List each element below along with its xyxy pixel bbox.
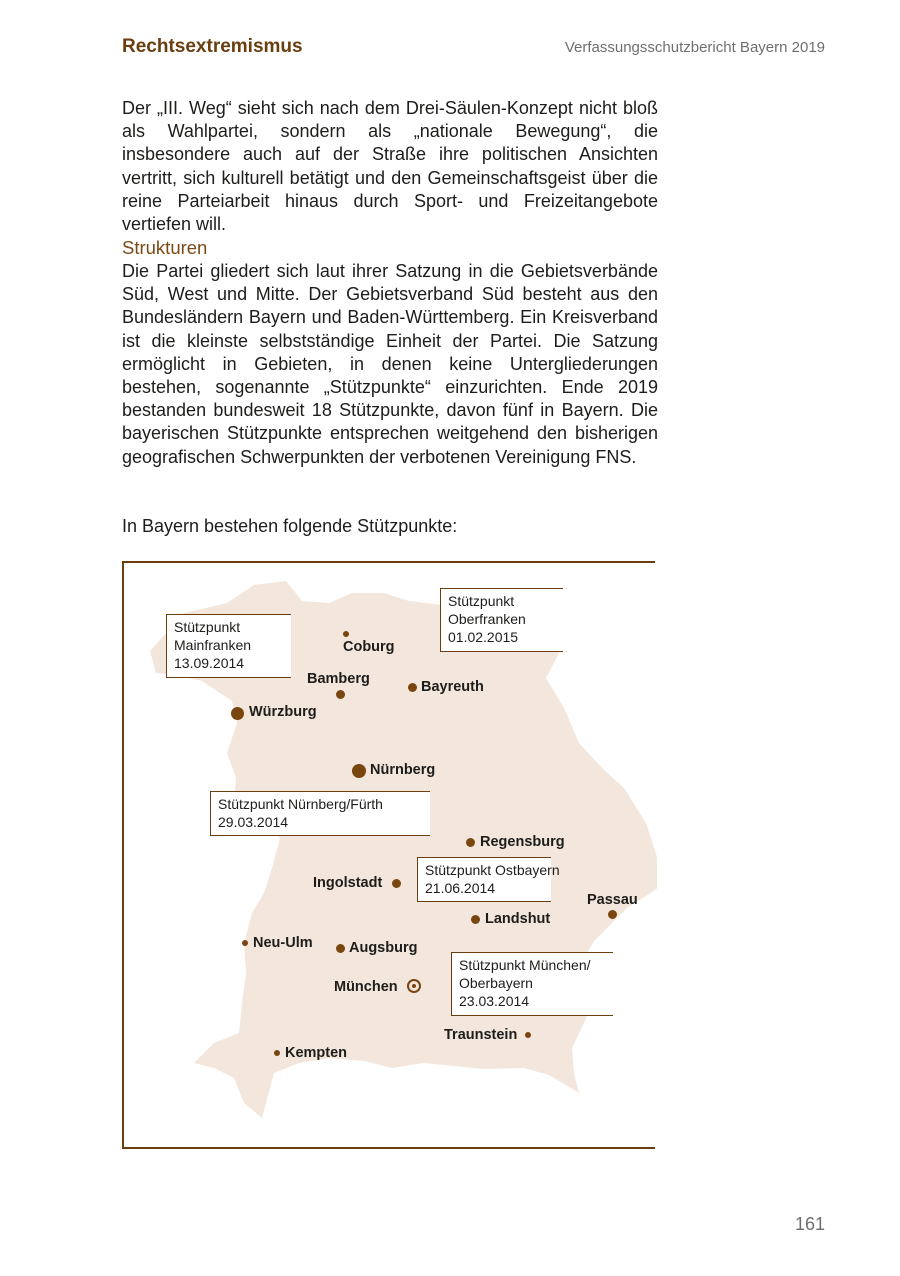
ingolstadt-marker: [392, 879, 401, 888]
city-label-coburg: Coburg: [343, 639, 395, 655]
bavaria-map: [122, 561, 655, 1149]
city-label-augsburg: Augsburg: [349, 940, 418, 956]
stuetzpunkt-nuernberg-callout: [210, 791, 430, 836]
city-label-neuulm: Neu-Ulm: [253, 935, 313, 951]
city-label-landshut: Landshut: [485, 911, 551, 927]
city-label-ingolstadt: Ingolstadt: [313, 875, 383, 891]
stuetzpunkt-oberfranken-date: 01.02.2015: [448, 629, 519, 645]
muenchen-capital-marker: [407, 979, 421, 993]
stuetzpunkt-oberfranken-callout: [440, 588, 563, 652]
bamberg-marker: [336, 690, 345, 699]
neuulm-marker: [242, 940, 248, 946]
city-label-passau: Passau: [587, 892, 638, 908]
city-label-traunstein: Traunstein: [444, 1027, 518, 1043]
stuetzpunkt-muenchen-line2: Oberbayern: [459, 975, 533, 991]
stuetzpunkt-mainfranken-line2: Mainfranken: [174, 637, 252, 653]
strukturen-paragraph: Die Partei gliedert sich laut ihrer Satzung in die Gebietsverbände Süd, West und Mitte. Der Gebietsverband Süd besteht aus den Bundesländern Bayern und Baden-Württemberg. Ein Kreisverband ist die kleinste selbstständige Einheit der Partei. Die Satzung ermöglicht in Gebieten, in denen keine Untergliederungen bestehen, sogenannte „Stützpunkte“ einzurichten. Ende 2019 bestanden bundesweit 18 Stützpunkte, davon fünf in Bayern. Die bayerischen Stützpunkte entsprechen weitgehend den bisherigen geografischen Schwerpunkten der verbotenen Vereinigung FNS.: [122, 261, 658, 467]
coburg-marker: [343, 631, 349, 637]
stuetzpunkt-ostbayern-line1: Stützpunkt Ostbayern: [425, 862, 560, 878]
traunstein-marker: [525, 1032, 531, 1038]
city-label-kempten: Kempten: [285, 1045, 348, 1061]
regensburg-marker: [466, 838, 475, 847]
nuernberg-marker: [352, 764, 366, 778]
passau-marker: [608, 910, 617, 919]
stuetzpunkt-ostbayern-date: 21.06.2014: [425, 880, 496, 896]
intro-paragraph: Der „III. Weg“ sieht sich nach dem Drei-Säulen-Konzept nicht bloß als Wahlpartei, sondern als „nationale Bewegung“, die insbesondere auch auf der Straße ihre politischen Ansichten vertritt, sich kulturell betätigt und den Gemeinschaftsgeist über die reine Parteiarbeit hinaus durch Sport- und Freizeitangebote vertiefen will.: [122, 98, 658, 235]
stuetzpunkt-muenchen-line1: Stützpunkt München/: [459, 957, 591, 973]
city-label-muenchen: München: [334, 979, 398, 995]
stuetzpunkt-mainfranken-line1: Stützpunkt: [174, 619, 241, 635]
landshut-marker: [471, 915, 480, 924]
stuetzpunkt-nuernberg-date: 29.03.2014: [218, 814, 289, 830]
map-intro-text: In Bayern bestehen folgende Stützpunkte:: [122, 516, 458, 536]
stuetzpunkt-oberfranken-line2: Oberfranken: [448, 611, 526, 627]
kempten-marker: [274, 1050, 280, 1056]
bayreuth-marker: [408, 683, 417, 692]
augsburg-marker: [336, 944, 345, 953]
city-label-bayreuth: Bayreuth: [421, 679, 484, 695]
page-number: 161: [794, 1214, 825, 1234]
section-title: Rechtsextremismus: [122, 36, 303, 57]
stuetzpunkt-muenchen-callout: [451, 952, 613, 1016]
stuetzpunkt-mainfranken-date: 13.09.2014: [174, 655, 245, 671]
stuetzpunkt-muenchen-date: 23.03.2014: [459, 993, 530, 1009]
section-heading-strukturen: Strukturen: [122, 237, 208, 258]
stuetzpunkt-mainfranken-callout: [166, 614, 291, 678]
city-label-wuerzburg: Würzburg: [249, 704, 317, 720]
city-label-bamberg: Bamberg: [307, 671, 370, 687]
city-label-nuernberg: Nürnberg: [370, 762, 436, 778]
publication-title: Verfassungsschutzbericht Bayern 2019: [564, 39, 825, 56]
wuerzburg-marker: [231, 707, 244, 720]
stuetzpunkt-ostbayern-callout: [417, 857, 560, 902]
city-label-regensburg: Regensburg: [480, 834, 565, 850]
stuetzpunkt-nuernberg-line1: Stützpunkt Nürnberg/Fürth: [218, 796, 383, 812]
stuetzpunkt-oberfranken-line1: Stützpunkt: [448, 593, 515, 609]
